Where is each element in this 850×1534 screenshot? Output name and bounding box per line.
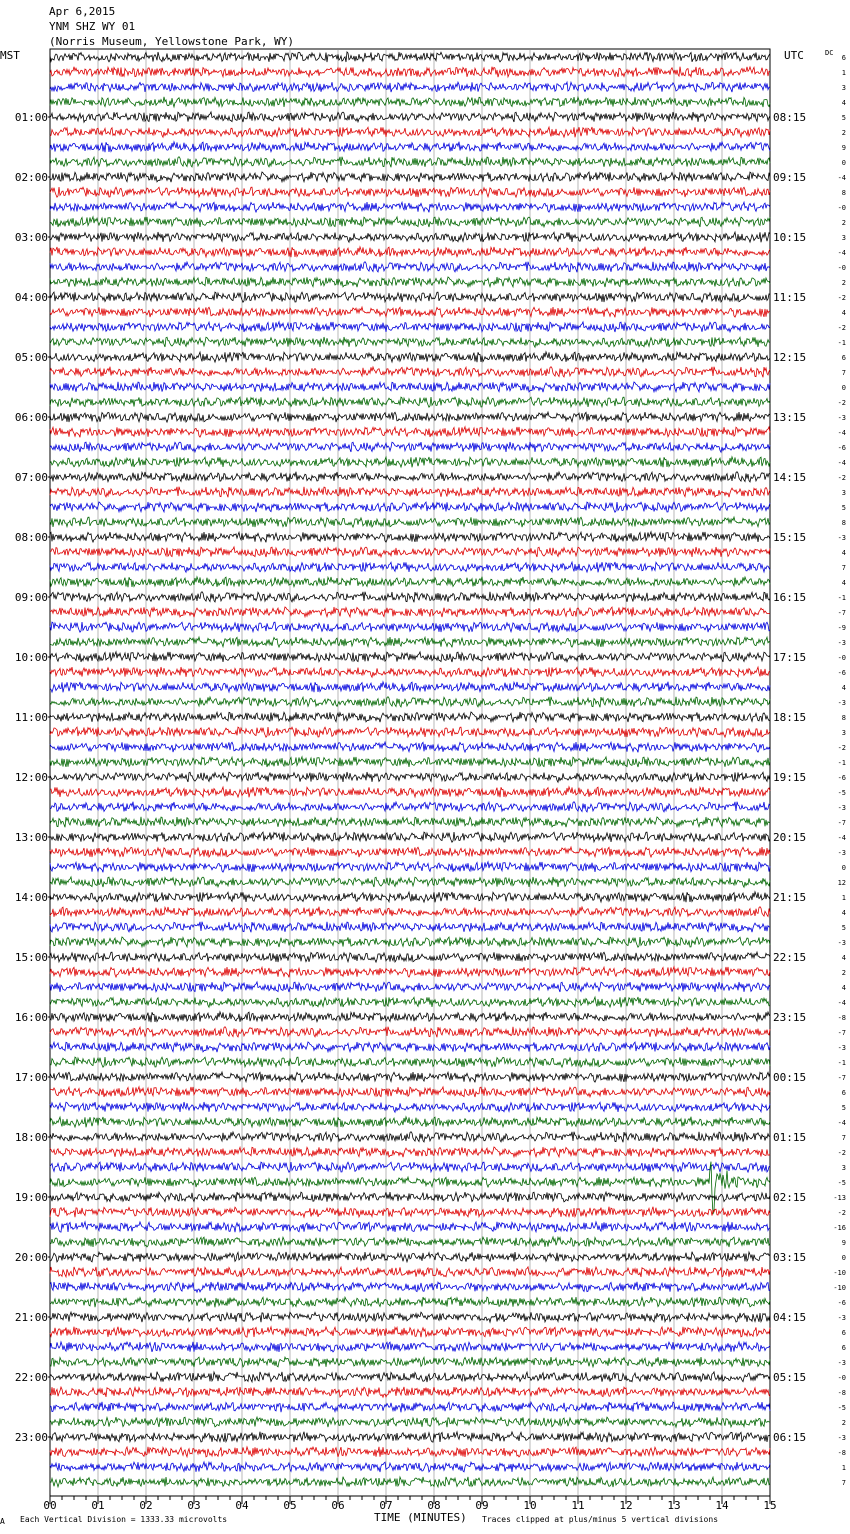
- utc-hour-label: 13:15: [773, 411, 807, 424]
- utc-hour-label: 05:15: [773, 1371, 807, 1384]
- seismic-trace: [50, 1282, 770, 1292]
- dc-offset-label: -10: [833, 1269, 846, 1277]
- seismic-trace: [50, 1132, 770, 1143]
- seismic-trace: [50, 1072, 770, 1082]
- dc-column-label: DC: [825, 49, 834, 57]
- seismic-trace: [50, 667, 770, 677]
- utc-hour-label: 04:15: [773, 1311, 807, 1324]
- dc-offset-label: 4: [841, 684, 846, 692]
- x-tick-label: 10: [523, 1499, 537, 1512]
- x-tick-label: 05: [283, 1499, 297, 1512]
- seismic-trace: [50, 472, 770, 482]
- seismic-trace: [50, 127, 770, 137]
- dc-offset-label: 7: [841, 564, 846, 572]
- dc-offset-label: -0: [837, 264, 846, 272]
- seismic-trace: [50, 877, 770, 887]
- seismic-trace: [50, 682, 770, 693]
- dc-offset-label: -4: [837, 429, 846, 437]
- utc-hour-label: 19:15: [773, 771, 807, 784]
- mst-hour-label: 09:00: [14, 591, 48, 604]
- dc-offset-label: -3: [837, 1434, 846, 1442]
- dc-offset-label: -2: [837, 294, 846, 302]
- mst-hour-label: 15:00: [14, 951, 48, 964]
- seismic-trace: [50, 1297, 770, 1307]
- x-tick-label: 12: [619, 1499, 633, 1512]
- dc-offset-label: -7: [837, 1029, 846, 1037]
- seismic-trace: [50, 517, 770, 527]
- seismic-trace: [50, 142, 770, 153]
- dc-offset-label: 2: [841, 279, 846, 287]
- x-tick-label: 06: [331, 1499, 345, 1512]
- seismic-trace: [50, 322, 770, 332]
- seismic-trace: [50, 577, 770, 588]
- dc-offset-label: -9: [837, 624, 846, 632]
- left-timezone-label: MST: [0, 49, 20, 62]
- seismic-trace: [50, 172, 770, 182]
- seismic-trace: [50, 952, 770, 962]
- seismic-trace: [50, 397, 770, 407]
- mst-hour-label: 11:00: [14, 711, 48, 724]
- mst-hour-label: 02:00: [14, 171, 48, 184]
- mst-hour-label: 22:00: [14, 1371, 48, 1384]
- dc-offset-label: -16: [833, 1224, 846, 1232]
- dc-offset-label: -1: [837, 339, 846, 347]
- mst-hour-label: 08:00: [14, 531, 48, 544]
- seismic-trace: [50, 1027, 770, 1038]
- dc-offset-label: 12: [837, 879, 846, 887]
- seismic-trace: [50, 202, 770, 212]
- dc-offset-label: 1: [841, 69, 846, 77]
- mst-hour-label: 10:00: [14, 651, 48, 664]
- dc-offset-label: 6: [841, 54, 846, 62]
- seismic-trace: [50, 1147, 770, 1157]
- x-tick-label: 11: [571, 1499, 585, 1512]
- dc-offset-label: 0: [841, 864, 846, 872]
- dc-offset-label: 4: [841, 984, 846, 992]
- seismic-trace: [50, 967, 770, 978]
- dc-offset-label: -2: [837, 399, 846, 407]
- seismic-trace: [50, 1312, 770, 1322]
- dc-offset-label: 1: [841, 1464, 846, 1472]
- seismic-trace: [50, 1222, 770, 1232]
- seismic-trace: [50, 427, 770, 438]
- seismic-trace: [50, 487, 770, 498]
- mst-hour-label: 05:00: [14, 351, 48, 364]
- seismic-trace: [50, 772, 770, 782]
- utc-hour-label: 14:15: [773, 471, 807, 484]
- seismic-trace: [50, 337, 770, 347]
- mst-hour-label: 21:00: [14, 1311, 48, 1324]
- utc-hour-label: 11:15: [773, 291, 807, 304]
- right-timezone-label: UTC: [784, 49, 804, 62]
- dc-offset-label: -6: [837, 1299, 846, 1307]
- dc-offset-label: -6: [837, 444, 846, 452]
- seismic-trace: [50, 742, 770, 752]
- dc-offset-label: -3: [837, 939, 846, 947]
- dc-offset-label: 9: [841, 1239, 846, 1247]
- seismic-trace: [50, 1237, 770, 1247]
- seismic-trace: [50, 802, 770, 812]
- scale-note: Each Vertical Division = 1333.33 microvolts: [20, 1515, 228, 1524]
- seismic-trace: [50, 712, 770, 722]
- dc-offset-label: -1: [837, 594, 846, 602]
- dc-offset-label: -2: [837, 744, 846, 752]
- utc-hour-label: 12:15: [773, 351, 807, 364]
- dc-offset-label: -3: [837, 414, 846, 422]
- dc-offset-label: -6: [837, 669, 846, 677]
- seismic-trace: [50, 1162, 770, 1172]
- seismic-trace: [50, 187, 770, 197]
- utc-hour-label: 10:15: [773, 231, 807, 244]
- seismic-trace: [50, 1102, 770, 1112]
- utc-hour-label: 17:15: [773, 651, 807, 664]
- seismic-trace: [50, 1357, 770, 1367]
- dc-offset-label: -3: [837, 849, 846, 857]
- dc-offset-label: -2: [837, 1149, 846, 1157]
- utc-hour-label: 21:15: [773, 891, 807, 904]
- utc-hour-label: 06:15: [773, 1431, 807, 1444]
- dc-offset-label: 0: [841, 159, 846, 167]
- seismic-trace: [50, 262, 770, 273]
- dc-offset-label: 1: [841, 894, 846, 902]
- utc-hour-label: 22:15: [773, 951, 807, 964]
- dc-offset-label: -7: [837, 609, 846, 617]
- x-tick-label: 00: [43, 1499, 57, 1512]
- dc-offset-label: 7: [841, 1479, 846, 1487]
- dc-offset-label: 4: [841, 549, 846, 557]
- clip-note: Traces clipped at plus/minus 5 vertical divisions: [482, 1515, 719, 1524]
- seismic-trace: [50, 1477, 770, 1487]
- mst-hour-label: 04:00: [14, 291, 48, 304]
- dc-offset-label: -3: [837, 1314, 846, 1322]
- dc-offset-label: -0: [837, 204, 846, 212]
- seismic-trace: [50, 352, 770, 363]
- seismic-trace: [50, 847, 770, 857]
- dc-offset-label: -3: [837, 534, 846, 542]
- mst-hour-label: 16:00: [14, 1011, 48, 1024]
- dc-offset-label: -5: [837, 1404, 846, 1412]
- seismic-trace: [50, 622, 770, 632]
- dc-offset-label: 3: [841, 729, 846, 737]
- x-tick-label: 03: [187, 1499, 201, 1512]
- x-tick-label: 08: [427, 1499, 441, 1512]
- seismic-trace: [50, 1087, 770, 1097]
- seismic-trace: [50, 637, 770, 647]
- seismic-trace: [50, 1117, 770, 1128]
- dc-offset-label: -7: [837, 819, 846, 827]
- mst-hour-label: 18:00: [14, 1131, 48, 1144]
- seismic-trace: [50, 1207, 770, 1218]
- utc-hour-label: 23:15: [773, 1011, 807, 1024]
- dc-offset-label: -8: [837, 1449, 846, 1457]
- dc-offset-label: -3: [837, 804, 846, 812]
- mst-hour-label: 20:00: [14, 1251, 48, 1264]
- seismic-trace: [50, 1342, 770, 1352]
- mst-hour-label: 06:00: [14, 411, 48, 424]
- seismic-trace: [50, 232, 770, 242]
- utc-hour-label: 00:15: [773, 1071, 807, 1084]
- dc-offset-label: 7: [841, 1134, 846, 1142]
- seismic-trace: [50, 892, 770, 903]
- dc-offset-label: -2: [837, 1209, 846, 1217]
- seismic-trace: [50, 97, 770, 107]
- seismic-trace: [50, 1372, 770, 1382]
- seismic-trace: [50, 367, 770, 378]
- dc-offset-label: 6: [841, 1344, 846, 1352]
- mst-hour-label: 17:00: [14, 1071, 48, 1084]
- dc-offset-label: -1: [837, 759, 846, 767]
- seismic-trace: [50, 112, 770, 122]
- dc-offset-label: -3: [837, 1359, 846, 1367]
- utc-hour-label: 03:15: [773, 1251, 807, 1264]
- seismic-trace: [50, 1327, 770, 1338]
- dc-offset-label: 6: [841, 354, 846, 362]
- seismic-trace: [50, 982, 770, 992]
- seismic-trace: [50, 502, 770, 512]
- seismic-trace: [50, 652, 770, 662]
- dc-offset-label: 4: [841, 954, 846, 962]
- dc-offset-label: 4: [841, 909, 846, 917]
- dc-offset-label: 0: [841, 384, 846, 392]
- seismic-trace: [50, 817, 770, 828]
- dc-offset-label: 5: [841, 924, 846, 932]
- dc-offset-label: -10: [833, 1284, 846, 1292]
- dc-offset-label: -4: [837, 174, 846, 182]
- mst-hour-label: 14:00: [14, 891, 48, 904]
- x-tick-label: 15: [763, 1499, 777, 1512]
- dc-offset-label: 3: [841, 84, 846, 92]
- dc-offset-label: 4: [841, 309, 846, 317]
- seismic-trace: [50, 52, 770, 62]
- dc-offset-label: 2: [841, 969, 846, 977]
- seismic-trace: [50, 862, 770, 873]
- mst-hour-label: 12:00: [14, 771, 48, 784]
- dc-offset-label: -8: [837, 1014, 846, 1022]
- dc-offset-label: -2: [837, 474, 846, 482]
- plot-date: Apr 6,2015: [49, 5, 116, 18]
- dc-offset-label: 6: [841, 1089, 846, 1097]
- mst-hour-label: 07:00: [14, 471, 48, 484]
- dc-offset-label: -8: [837, 1389, 846, 1397]
- dc-offset-label: 6: [841, 1329, 846, 1337]
- dc-offset-label: -0: [837, 654, 846, 662]
- utc-hour-label: 09:15: [773, 171, 807, 184]
- dc-offset-label: -4: [837, 249, 846, 257]
- dc-offset-label: 8: [841, 189, 846, 197]
- dc-offset-label: -3: [837, 1044, 846, 1052]
- seismic-trace: [50, 457, 770, 468]
- dc-offset-label: -6: [837, 774, 846, 782]
- dc-offset-label: 7: [841, 369, 846, 377]
- mst-hour-label: 01:00: [14, 111, 48, 124]
- seismic-trace: [50, 1447, 770, 1457]
- dc-offset-label: -4: [837, 834, 846, 842]
- mst-hour-label: 23:00: [14, 1431, 48, 1444]
- utc-hour-label: 08:15: [773, 111, 807, 124]
- dc-offset-label: 5: [841, 1104, 846, 1112]
- dc-offset-label: 3: [841, 489, 846, 497]
- dc-offset-label: -5: [837, 1179, 846, 1187]
- utc-hour-label: 16:15: [773, 591, 807, 604]
- corner-mark: A: [0, 1517, 5, 1526]
- seismic-trace: [50, 217, 770, 227]
- dc-offset-label: -13: [833, 1194, 846, 1202]
- seismic-trace: [50, 562, 770, 572]
- dc-offset-label: -5: [837, 789, 846, 797]
- dc-offset-label: -2: [837, 324, 846, 332]
- seismic-trace: [50, 697, 770, 708]
- dc-offset-label: -3: [837, 639, 846, 647]
- seismic-trace: [50, 727, 770, 737]
- seismic-trace: [50, 292, 770, 302]
- x-axis-title: TIME (MINUTES): [374, 1511, 467, 1524]
- dc-offset-label: -1: [837, 1059, 846, 1067]
- seismic-trace: [50, 1417, 770, 1427]
- seismic-trace: [50, 607, 770, 617]
- x-tick-label: 09: [475, 1499, 489, 1512]
- dc-offset-label: 0: [841, 1254, 846, 1262]
- seismic-trace: [50, 382, 770, 392]
- seismic-trace: [50, 1252, 770, 1262]
- utc-hour-label: 18:15: [773, 711, 807, 724]
- station-location: (Norris Museum, Yellowstone Park, WY): [49, 35, 295, 48]
- x-tick-label: 14: [715, 1499, 729, 1512]
- seismic-trace: [50, 592, 770, 603]
- x-tick-label: 13: [667, 1499, 681, 1512]
- dc-offset-label: 5: [841, 504, 846, 512]
- seismic-trace: [50, 1012, 770, 1023]
- station-code: YNM SHZ WY 01: [49, 20, 136, 33]
- dc-offset-label: 3: [841, 234, 846, 242]
- seismic-trace: [50, 1042, 770, 1052]
- dc-offset-label: 4: [841, 99, 846, 107]
- utc-hour-label: 15:15: [773, 531, 807, 544]
- seismic-trace: [50, 1057, 770, 1067]
- dc-offset-label: 4: [841, 579, 846, 587]
- seismic-trace: [50, 1387, 770, 1397]
- seismic-trace: [50, 997, 770, 1007]
- seismic-trace: [50, 1432, 770, 1443]
- dc-offset-label: -4: [837, 459, 846, 467]
- dc-offset-label: -4: [837, 1119, 846, 1127]
- utc-hour-label: 02:15: [773, 1191, 807, 1204]
- dc-offset-label: 2: [841, 1419, 846, 1427]
- seismic-trace: [50, 832, 770, 842]
- seismic-trace: [50, 907, 770, 917]
- seismic-trace: [50, 1462, 770, 1472]
- x-tick-label: 07: [379, 1499, 393, 1512]
- seismic-trace: [50, 1192, 770, 1202]
- dc-offset-label: 2: [841, 219, 846, 227]
- seismic-trace: [50, 1402, 770, 1413]
- dc-offset-label: -7: [837, 1074, 846, 1082]
- dc-offset-label: -0: [837, 1374, 846, 1382]
- x-tick-label: 01: [91, 1499, 105, 1512]
- dc-offset-label: 5: [841, 114, 846, 122]
- x-tick-label: 04: [235, 1499, 249, 1512]
- mst-hour-label: 13:00: [14, 831, 48, 844]
- mst-hour-label: 19:00: [14, 1191, 48, 1204]
- seismic-trace: [50, 787, 770, 798]
- seismic-trace: [50, 412, 770, 422]
- x-tick-label: 02: [139, 1499, 153, 1512]
- dc-offset-label: 2: [841, 129, 846, 137]
- dc-offset-label: -3: [837, 699, 846, 707]
- dc-offset-label: -4: [837, 999, 846, 1007]
- utc-hour-label: 01:15: [773, 1131, 807, 1144]
- seismic-trace: [50, 157, 770, 168]
- seismic-trace: [50, 67, 770, 78]
- seismic-trace: [50, 532, 770, 543]
- seismic-trace: [50, 1267, 770, 1277]
- seismic-trace: [50, 547, 770, 557]
- seismic-trace: [50, 442, 770, 452]
- seismic-trace: [50, 82, 770, 92]
- utc-hour-label: 20:15: [773, 831, 807, 844]
- mst-hour-label: 03:00: [14, 231, 48, 244]
- seismic-trace: [50, 757, 770, 767]
- seismic-trace: [50, 937, 770, 947]
- dc-offset-label: 8: [841, 519, 846, 527]
- dc-offset-label: 3: [841, 1164, 846, 1172]
- seismic-trace: [50, 1162, 770, 1215]
- dc-offset-label: 8: [841, 714, 846, 722]
- seismic-trace: [50, 307, 770, 317]
- seismic-trace: [50, 247, 770, 258]
- seismic-trace: [50, 277, 770, 287]
- dc-offset-label: 9: [841, 144, 846, 152]
- seismic-trace: [50, 922, 770, 933]
